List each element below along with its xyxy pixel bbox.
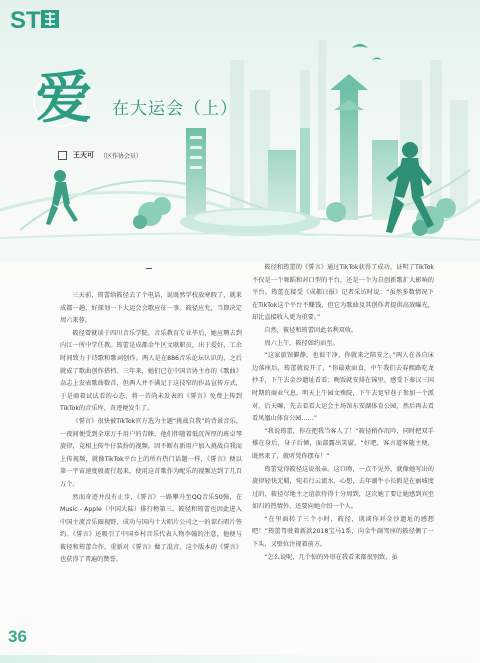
page-number: 36: [8, 627, 27, 646]
title-character: 爱: [36, 65, 92, 131]
author-name: 王天可: [73, 150, 94, 159]
section-dash: [146, 268, 152, 269]
byline: [58, 150, 142, 160]
author-org: （区作协会员）: [100, 152, 143, 160]
paragraph: “在里面转了三个小时，筱径，谈谈你对金沙遗址的感想吧！”筠蕾驾驶着新款2018宝马1系，向金牛副驾座的筱径侧了一下头，又壁位注视着前方。: [252, 515, 434, 549]
paragraph: 然而奇迹并没有止步，《誓言》一路攀升至QQ音乐50强，在Music - Apple（中国大陆）排行榜第三。筱径和筠蕾也因此进入中国主流音乐圈视野，成功与国内十大唱片公司之一的谅石唱片签约。《誓言》还吸引了中国乡村音乐代表人物李翰的注意，他便与筱径和筠蕾合作，重新对《誓言》做了混音，这个版本的《誓言》也获得了普遍的赞誉。: [60, 493, 242, 564]
paragraph: 筱径和筠蕾的《誓言》通过TikTok获得了成功，证明了TikTok不仅是一个舞蹈和对口型的平台，还是一个为自创新歌扩大影响的平台。筠蕾在接受《成都日报》记者采访时说：“虽然多数情况下在TikTok这个平台不赚钱，但它为歌曲及其创作者提供高效曝光，却比直接收入更为重要。”: [252, 264, 434, 322]
svg-text:ST: ST: [10, 7, 41, 34]
paragraph: 筠蕾觉得筱径这说很亲。这口吻，一点不见外，就像她写出的旋律轻快无羁，宛若行云流水，心想，去年湖牛小长假是在丽城度过的，筱径尽地主之谊款待得十分周到，这次她了要让她感到宾至如归的热情外，还要向她介绍一个人。: [252, 465, 434, 511]
paragraph: 自然，筱径和筠蕾因此名利双收。: [264, 326, 358, 334]
article-left-column: [60, 290, 242, 567]
paragraph: “这家旅馆僻静，也很干净，你就来之陪安之。”两人在各自床边落座后，筠蕾就说开了，“你最欢面食，中午我们去春熙路吃龙抄手，下午去金沙遗址看看；晚饭就安排在锦里，感受下秦汉三国时期的商业气息，明天上午园文殊院，下午去宽窄巷子参加一个派对，后天嘛，先去看看大运会主场馆东安湖体育公园，然后再去看看凤凰山体育公园……”: [252, 352, 434, 423]
paragraph: “我说筠蕾，你在把我当客人了！”筱径稍作沉吟，同时把双手撑在身后，身子后倾，面部露出笑靥，“好吧，客言道客随主便，既然来了，就听凭你摆布！”: [252, 427, 434, 460]
paragraph: “怎么说呢，几个惊的外形在我看来都很别致，虽: [264, 553, 398, 561]
title-text: 在大运会（上）: [112, 99, 238, 119]
paragraph: 《誓言》很快被TikTok官方选为主题“挑战自我”的背景音乐。一夜间便受到全球万千用户的青睐，他们伴随着低沉浑厚的班卓琴旋律，竞相上传牛仔装扮的视频。因不断有新用户加入挑战自我而上传视频，就像TikTok平台上的所有热门话题一样，《誓言》便以第一宇宙速度般流行起来，使用这首歌作为配乐的视频达到了几百万个。: [60, 417, 242, 488]
header-illustration: [0, 0, 480, 262]
article-right-column: [252, 262, 434, 564]
paragraph: 三天前，筠蕾给筱径去了个电话，说既然学校放寒假了，就来成都一趟，好探划一下大运会会歌应征一事。筱径应允，当即决定周六来蓉。: [60, 292, 242, 325]
logo-mark-icon: [10, 4, 62, 34]
footer-strip: [0, 655, 480, 663]
paragraph: 筱径曾就读于四川音乐学院，音乐教育专业毕后，她应聘去到内江一所中学任教。筠蕾是成都金牛区文联职员，出于爱好，工余时间致力于诗歌和歌词创作。两人是在886音乐论坛认识的，之后就成了歌曲创作搭档。三年来，她们已在中国音协主办的《歌曲》杂志上发表歌曲数首，但两人并不满足于这技窄的作品宣传方式，于是商着试试看的心态，将一首尚未发表的《誓言》免费上传到TikTok的音乐库，奇迹便发生了。: [60, 329, 242, 413]
paragraph: 周六上午，筱径如约而至。: [264, 339, 339, 347]
byline-box-icon: [58, 151, 67, 160]
magazine-logo: [10, 4, 62, 34]
